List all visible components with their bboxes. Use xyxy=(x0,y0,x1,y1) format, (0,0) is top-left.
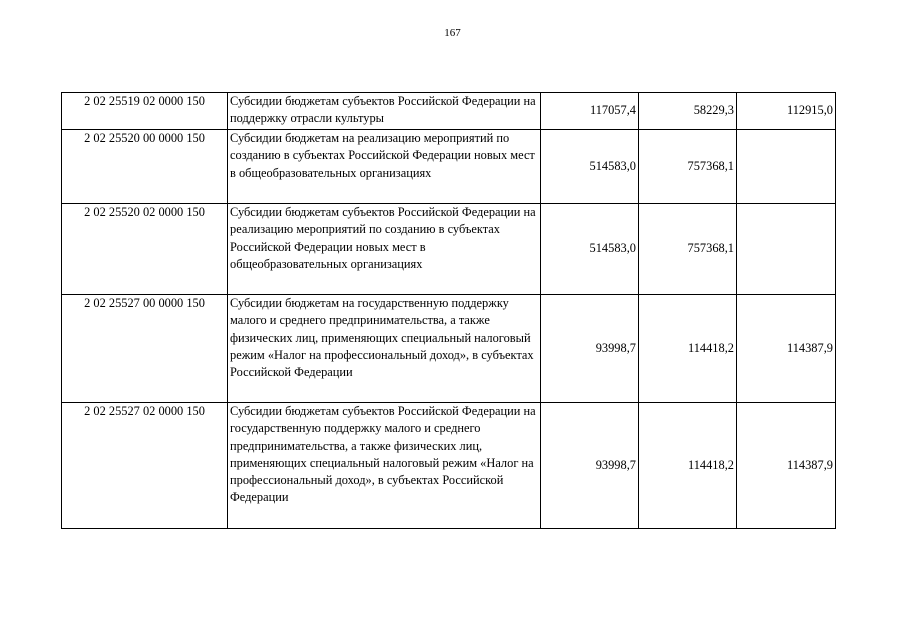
item-name-cell: Субсидии бюджетам субъектов Российской Федерации на государственную поддержку малого и среднего предпринимательства, а также физических лиц, применяющих специальный налоговый режим «Налог на профессиональный доход», в субъектах Российской Федерации xyxy=(228,403,541,529)
budget-code-cell: 2 02 25527 00 0000 150 xyxy=(62,295,228,403)
item-name-cell: Субсидии бюджетам на государственную поддержку малого и среднего предпринимательства, а также физических лиц, применяющих специальный налоговый режим «Налог на профессиональный доход», в субъектах Российской Федерации xyxy=(228,295,541,403)
budget-code-cell: 2 02 25520 02 0000 150 xyxy=(62,204,228,295)
amount-cell-3: 114387,9 xyxy=(737,403,836,529)
amount-cell-1: 93998,7 xyxy=(541,403,639,529)
table-row xyxy=(62,295,836,403)
table-row xyxy=(62,93,836,130)
table-row xyxy=(62,403,836,529)
amount-cell-2: 757368,1 xyxy=(639,204,737,295)
budget-code-cell: 2 02 25519 02 0000 150 xyxy=(62,93,228,130)
amount-cell-2: 114418,2 xyxy=(639,403,737,529)
amount-cell-1: 514583,0 xyxy=(541,204,639,295)
table-row xyxy=(62,130,836,204)
amount-cell-1: 93998,7 xyxy=(541,295,639,403)
item-name-cell: Субсидии бюджетам на реализацию мероприятий по созданию в субъектах Российской Федерации новых мест в общеобразовательных организациях xyxy=(228,130,541,204)
amount-cell-3: 114387,9 xyxy=(737,295,836,403)
amount-cell-2: 114418,2 xyxy=(639,295,737,403)
item-name-cell: Субсидии бюджетам субъектов Российской Федерации на реализацию мероприятий по созданию в субъектах Российской Федерации новых мест в общеобразовательных организациях xyxy=(228,204,541,295)
budget-code-cell: 2 02 25520 00 0000 150 xyxy=(62,130,228,204)
amount-cell-3: 112915,0 xyxy=(737,93,836,130)
budget-code-cell: 2 02 25527 02 0000 150 xyxy=(62,403,228,529)
amount-cell-1: 514583,0 xyxy=(541,130,639,204)
table-row xyxy=(62,204,836,295)
page-number: 167 xyxy=(444,27,461,39)
amount-cell-1: 117057,4 xyxy=(541,93,639,130)
amount-cell-2: 757368,1 xyxy=(639,130,737,204)
budget-table xyxy=(61,92,836,529)
amount-cell-2: 58229,3 xyxy=(639,93,737,130)
amount-cell-3 xyxy=(737,204,836,295)
amount-cell-3 xyxy=(737,130,836,204)
item-name-cell: Субсидии бюджетам субъектов Российской Федерации на поддержку отрасли культуры xyxy=(228,93,541,130)
